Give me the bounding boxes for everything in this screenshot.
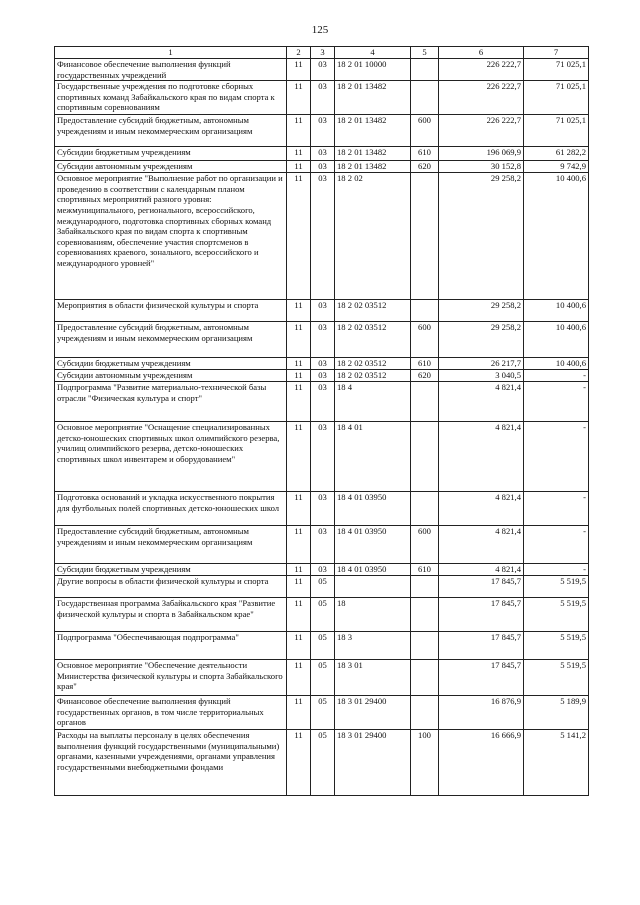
- row-section: 11: [287, 59, 311, 81]
- row-target-article: 18 2 01 13482: [335, 147, 411, 161]
- table-row: [55, 564, 589, 576]
- row-section: 11: [287, 300, 311, 322]
- row-amount-plan: 226 222,7: [439, 115, 524, 147]
- row-amount-plan: 3 040,5: [439, 370, 524, 382]
- table-row: [55, 492, 589, 526]
- header-col-6: 6: [439, 47, 524, 59]
- row-target-article: 18 3: [335, 632, 411, 660]
- row-name: Основное мероприятие "Выполнение работ по организации и проведению в соответствии с календарным планом спортивных мероприятий разного уровня: межмуниципального, регионального, всероссийского, международного, подготовка спортивных сборных команд Забайкальского края по видам спорта к спортивным соревнованиям, обеспечение участия спортсменов в соревнованиях краевого, зонального, всероссийского и международного уровней": [55, 173, 287, 300]
- row-name: Основное мероприятие "Обеспечение деятельности Министерства физической культуры и спорта Забайкальского края": [55, 660, 287, 696]
- row-amount-actual: 71 025,1: [524, 81, 589, 115]
- row-amount-actual: 5 141,2: [524, 730, 589, 796]
- row-name: Предоставление субсидий бюджетным, автономным учреждениям и иным некоммерческим организациям: [55, 322, 287, 358]
- table-row: [55, 59, 589, 81]
- row-amount-actual: -: [524, 382, 589, 422]
- row-expense-type: 600: [411, 526, 439, 564]
- row-amount-plan: 16 666,9: [439, 730, 524, 796]
- row-name: Субсидии автономным учреждениям: [55, 161, 287, 173]
- row-amount-actual: 9 742,9: [524, 161, 589, 173]
- row-amount-plan: 226 222,7: [439, 59, 524, 81]
- table-row: [55, 576, 589, 598]
- row-amount-plan: 4 821,4: [439, 526, 524, 564]
- row-name: Субсидии бюджетным учреждениям: [55, 358, 287, 370]
- row-subsection: 03: [311, 526, 335, 564]
- row-target-article: 18 4 01: [335, 422, 411, 492]
- table-row: [55, 300, 589, 322]
- row-subsection: 05: [311, 576, 335, 598]
- row-expense-type: [411, 382, 439, 422]
- row-subsection: 05: [311, 598, 335, 632]
- row-subsection: 03: [311, 370, 335, 382]
- table-row: [55, 115, 589, 147]
- row-subsection: 03: [311, 59, 335, 81]
- row-name: Мероприятия в области физической культуры и спорта: [55, 300, 287, 322]
- row-expense-type: 610: [411, 147, 439, 161]
- row-amount-actual: -: [524, 422, 589, 492]
- row-amount-actual: 71 025,1: [524, 59, 589, 81]
- row-subsection: 03: [311, 81, 335, 115]
- row-amount-plan: 4 821,4: [439, 382, 524, 422]
- row-expense-type: 610: [411, 564, 439, 576]
- row-amount-actual: 61 282,2: [524, 147, 589, 161]
- row-name: Субсидии бюджетным учреждениям: [55, 564, 287, 576]
- row-subsection: 05: [311, 660, 335, 696]
- row-amount-actual: 10 400,6: [524, 358, 589, 370]
- row-expense-type: [411, 422, 439, 492]
- row-amount-plan: 29 258,2: [439, 173, 524, 300]
- row-target-article: 18 2 01 13482: [335, 161, 411, 173]
- row-expense-type: [411, 81, 439, 115]
- row-amount-plan: 29 258,2: [439, 322, 524, 358]
- row-subsection: 03: [311, 382, 335, 422]
- row-name: Государственные учреждения по подготовке сборных спортивных команд Забайкальского края по видам спорта к спортивным соревнованиям: [55, 81, 287, 115]
- row-amount-actual: -: [524, 526, 589, 564]
- row-target-article: 18 2 02 03512: [335, 322, 411, 358]
- row-expense-type: [411, 173, 439, 300]
- row-amount-actual: -: [524, 564, 589, 576]
- row-section: 11: [287, 632, 311, 660]
- row-expense-type: [411, 660, 439, 696]
- row-amount-actual: -: [524, 370, 589, 382]
- row-amount-actual: 71 025,1: [524, 115, 589, 147]
- row-section: 11: [287, 370, 311, 382]
- row-amount-actual: 5 519,5: [524, 660, 589, 696]
- table-row: [55, 322, 589, 358]
- row-subsection: 03: [311, 115, 335, 147]
- row-amount-actual: 10 400,6: [524, 173, 589, 300]
- row-name: Субсидии бюджетным учреждениям: [55, 147, 287, 161]
- row-section: 11: [287, 492, 311, 526]
- table-row: [55, 370, 589, 382]
- table-row: [55, 161, 589, 173]
- row-section: 11: [287, 576, 311, 598]
- row-amount-plan: 26 217,7: [439, 358, 524, 370]
- row-subsection: 03: [311, 358, 335, 370]
- table-row: [55, 526, 589, 564]
- table-row: [55, 358, 589, 370]
- row-name: Подпрограмма "Развитие материально-технической базы отрасли "Физическая культура и спорт": [55, 382, 287, 422]
- table-row: [55, 696, 589, 730]
- row-name: Расходы на выплаты персоналу в целях обеспечения выполнения функций государственными (муниципальными) органами, казенными учреждениями, органами управления государственными внебюджетными фондами: [55, 730, 287, 796]
- row-target-article: 18 4 01 03950: [335, 492, 411, 526]
- row-target-article: 18 3 01: [335, 660, 411, 696]
- row-expense-type: 100: [411, 730, 439, 796]
- row-subsection: 03: [311, 492, 335, 526]
- row-expense-type: [411, 300, 439, 322]
- table-row: [55, 598, 589, 632]
- row-expense-type: 620: [411, 370, 439, 382]
- row-target-article: 18 3 01 29400: [335, 696, 411, 730]
- row-name: Другие вопросы в области физической культуры и спорта: [55, 576, 287, 598]
- row-section: 11: [287, 358, 311, 370]
- header-col-2: 2: [287, 47, 311, 59]
- page-number: 125: [311, 24, 329, 36]
- row-subsection: 05: [311, 696, 335, 730]
- row-amount-actual: 5 189,9: [524, 696, 589, 730]
- row-expense-type: 610: [411, 358, 439, 370]
- row-amount-plan: 29 258,2: [439, 300, 524, 322]
- row-target-article: 18 4 01 03950: [335, 564, 411, 576]
- header-col-1: 1: [55, 47, 287, 59]
- row-expense-type: [411, 632, 439, 660]
- row-amount-plan: 226 222,7: [439, 81, 524, 115]
- row-expense-type: [411, 492, 439, 526]
- row-amount-actual: 10 400,6: [524, 322, 589, 358]
- row-name: Предоставление субсидий бюджетным, автономным учреждениям и иным некоммерческим организациям: [55, 115, 287, 147]
- row-section: 11: [287, 161, 311, 173]
- table-row: [55, 730, 589, 796]
- row-target-article: 18: [335, 598, 411, 632]
- row-subsection: 03: [311, 173, 335, 300]
- row-name: Субсидии автономным учреждениям: [55, 370, 287, 382]
- row-target-article: 18 2 02 03512: [335, 370, 411, 382]
- header-col-7: 7: [524, 47, 589, 59]
- row-expense-type: 600: [411, 115, 439, 147]
- row-section: 11: [287, 173, 311, 300]
- row-section: 11: [287, 598, 311, 632]
- row-section: 11: [287, 382, 311, 422]
- row-name: Основное мероприятие "Оснащение специализированных детско-юношеских спортивных школ олимпийского резерва, училищ олимпийского резерва, детско-юношеских спортивных школ инвентарем и оборудованием": [55, 422, 287, 492]
- row-name: Финансовое обеспечение выполнения функций государственных учреждений: [55, 59, 287, 81]
- row-amount-plan: 17 845,7: [439, 632, 524, 660]
- row-section: 11: [287, 660, 311, 696]
- row-expense-type: [411, 598, 439, 632]
- header-col-5: 5: [411, 47, 439, 59]
- table-row: [55, 422, 589, 492]
- row-section: 11: [287, 322, 311, 358]
- row-name: Государственная программа Забайкальского края "Развитие физической культуры и спорта в Забайкальском крае": [55, 598, 287, 632]
- row-amount-actual: 10 400,6: [524, 300, 589, 322]
- row-amount-actual: 5 519,5: [524, 576, 589, 598]
- row-name: Предоставление субсидий бюджетным, автономным учреждениям и иным некоммерческим организациям: [55, 526, 287, 564]
- table-row: [55, 660, 589, 696]
- row-amount-plan: 30 152,8: [439, 161, 524, 173]
- row-section: 11: [287, 115, 311, 147]
- row-section: 11: [287, 81, 311, 115]
- row-subsection: 03: [311, 300, 335, 322]
- row-target-article: 18 4: [335, 382, 411, 422]
- row-expense-type: [411, 696, 439, 730]
- row-amount-plan: 17 845,7: [439, 660, 524, 696]
- row-section: 11: [287, 564, 311, 576]
- row-subsection: 03: [311, 322, 335, 358]
- row-target-article: [335, 576, 411, 598]
- row-amount-plan: 17 845,7: [439, 598, 524, 632]
- row-subsection: 03: [311, 564, 335, 576]
- row-name: Подпрограмма "Обеспечивающая подпрограмма": [55, 632, 287, 660]
- row-target-article: 18 3 01 29400: [335, 730, 411, 796]
- row-section: 11: [287, 696, 311, 730]
- row-section: 11: [287, 422, 311, 492]
- row-expense-type: [411, 576, 439, 598]
- row-amount-plan: 196 069,9: [439, 147, 524, 161]
- table-row: [55, 173, 589, 300]
- row-target-article: 18 2 02 03512: [335, 358, 411, 370]
- table-row: [55, 147, 589, 161]
- row-section: 11: [287, 526, 311, 564]
- budget-table: [54, 46, 589, 796]
- row-subsection: 05: [311, 632, 335, 660]
- row-amount-plan: 4 821,4: [439, 564, 524, 576]
- row-target-article: 18 2 01 10000: [335, 59, 411, 81]
- row-target-article: 18 2 01 13482: [335, 81, 411, 115]
- row-subsection: 03: [311, 422, 335, 492]
- table-row: [55, 382, 589, 422]
- row-expense-type: [411, 59, 439, 81]
- row-subsection: 05: [311, 730, 335, 796]
- row-name: Финансовое обеспечение выполнения функций государственных органов, в том числе территориальных органов: [55, 696, 287, 730]
- row-section: 11: [287, 730, 311, 796]
- row-target-article: 18 2 01 13482: [335, 115, 411, 147]
- row-amount-plan: 4 821,4: [439, 492, 524, 526]
- header-col-4: 4: [335, 47, 411, 59]
- row-expense-type: 600: [411, 322, 439, 358]
- row-name: Подготовка оснований и укладка искусственного покрытия для футбольных полей спортивных детско-юношеских школ: [55, 492, 287, 526]
- table-row: [55, 81, 589, 115]
- table-row: [55, 632, 589, 660]
- row-amount-plan: 17 845,7: [439, 576, 524, 598]
- row-target-article: 18 2 02: [335, 173, 411, 300]
- row-amount-actual: -: [524, 492, 589, 526]
- row-amount-plan: 4 821,4: [439, 422, 524, 492]
- row-target-article: 18 4 01 03950: [335, 526, 411, 564]
- row-target-article: 18 2 02 03512: [335, 300, 411, 322]
- header-row: [55, 47, 589, 59]
- row-subsection: 03: [311, 147, 335, 161]
- row-amount-plan: 16 876,9: [439, 696, 524, 730]
- header-col-3: 3: [311, 47, 335, 59]
- row-section: 11: [287, 147, 311, 161]
- row-subsection: 03: [311, 161, 335, 173]
- row-expense-type: 620: [411, 161, 439, 173]
- row-amount-actual: 5 519,5: [524, 632, 589, 660]
- row-amount-actual: 5 519,5: [524, 598, 589, 632]
